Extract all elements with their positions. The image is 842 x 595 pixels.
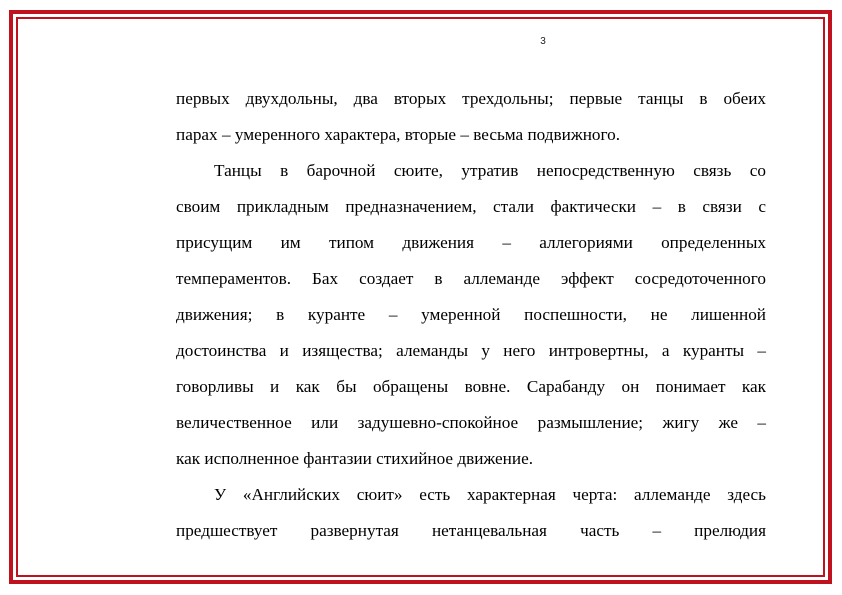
- page-number: 3: [540, 36, 546, 47]
- text-line: присущим им типом движения – аллегориями определенных: [176, 233, 766, 252]
- text-line: как исполненное фантазии стихийное движение.: [176, 449, 533, 468]
- text-line: говорливы и как бы обращены вовне. Сарабанду он понимает как: [176, 377, 766, 396]
- document-body: [176, 81, 766, 549]
- text-line: достоинства и изящества; алеманды у него интровертны, а куранты –: [176, 341, 766, 360]
- text-line: предшествует развернутая нетанцевальная часть – прелюдия: [176, 521, 766, 540]
- text-line: первых двухдольны, два вторых трехдольны; первые танцы в обеих: [176, 89, 766, 108]
- text-line: движения; в куранте – умеренной поспешности, не лишенной: [176, 305, 766, 324]
- text-line: величественное или задушевно-спокойное размышление; жигу же –: [176, 413, 766, 432]
- text-line: своим прикладным предназначением, стали фактически – в связи с: [176, 197, 766, 216]
- text-line: темпераментов. Бах создает в аллеманде эффект сосредоточенного: [176, 269, 766, 288]
- text-line: парах – умеренного характера, вторые – весьма подвижного.: [176, 125, 621, 144]
- text-line: Танцы в барочной сюите, утратив непосредственную связь со: [214, 161, 766, 180]
- text-line: У «Английских сюит» есть характерная черта: аллеманде здесь: [214, 485, 766, 504]
